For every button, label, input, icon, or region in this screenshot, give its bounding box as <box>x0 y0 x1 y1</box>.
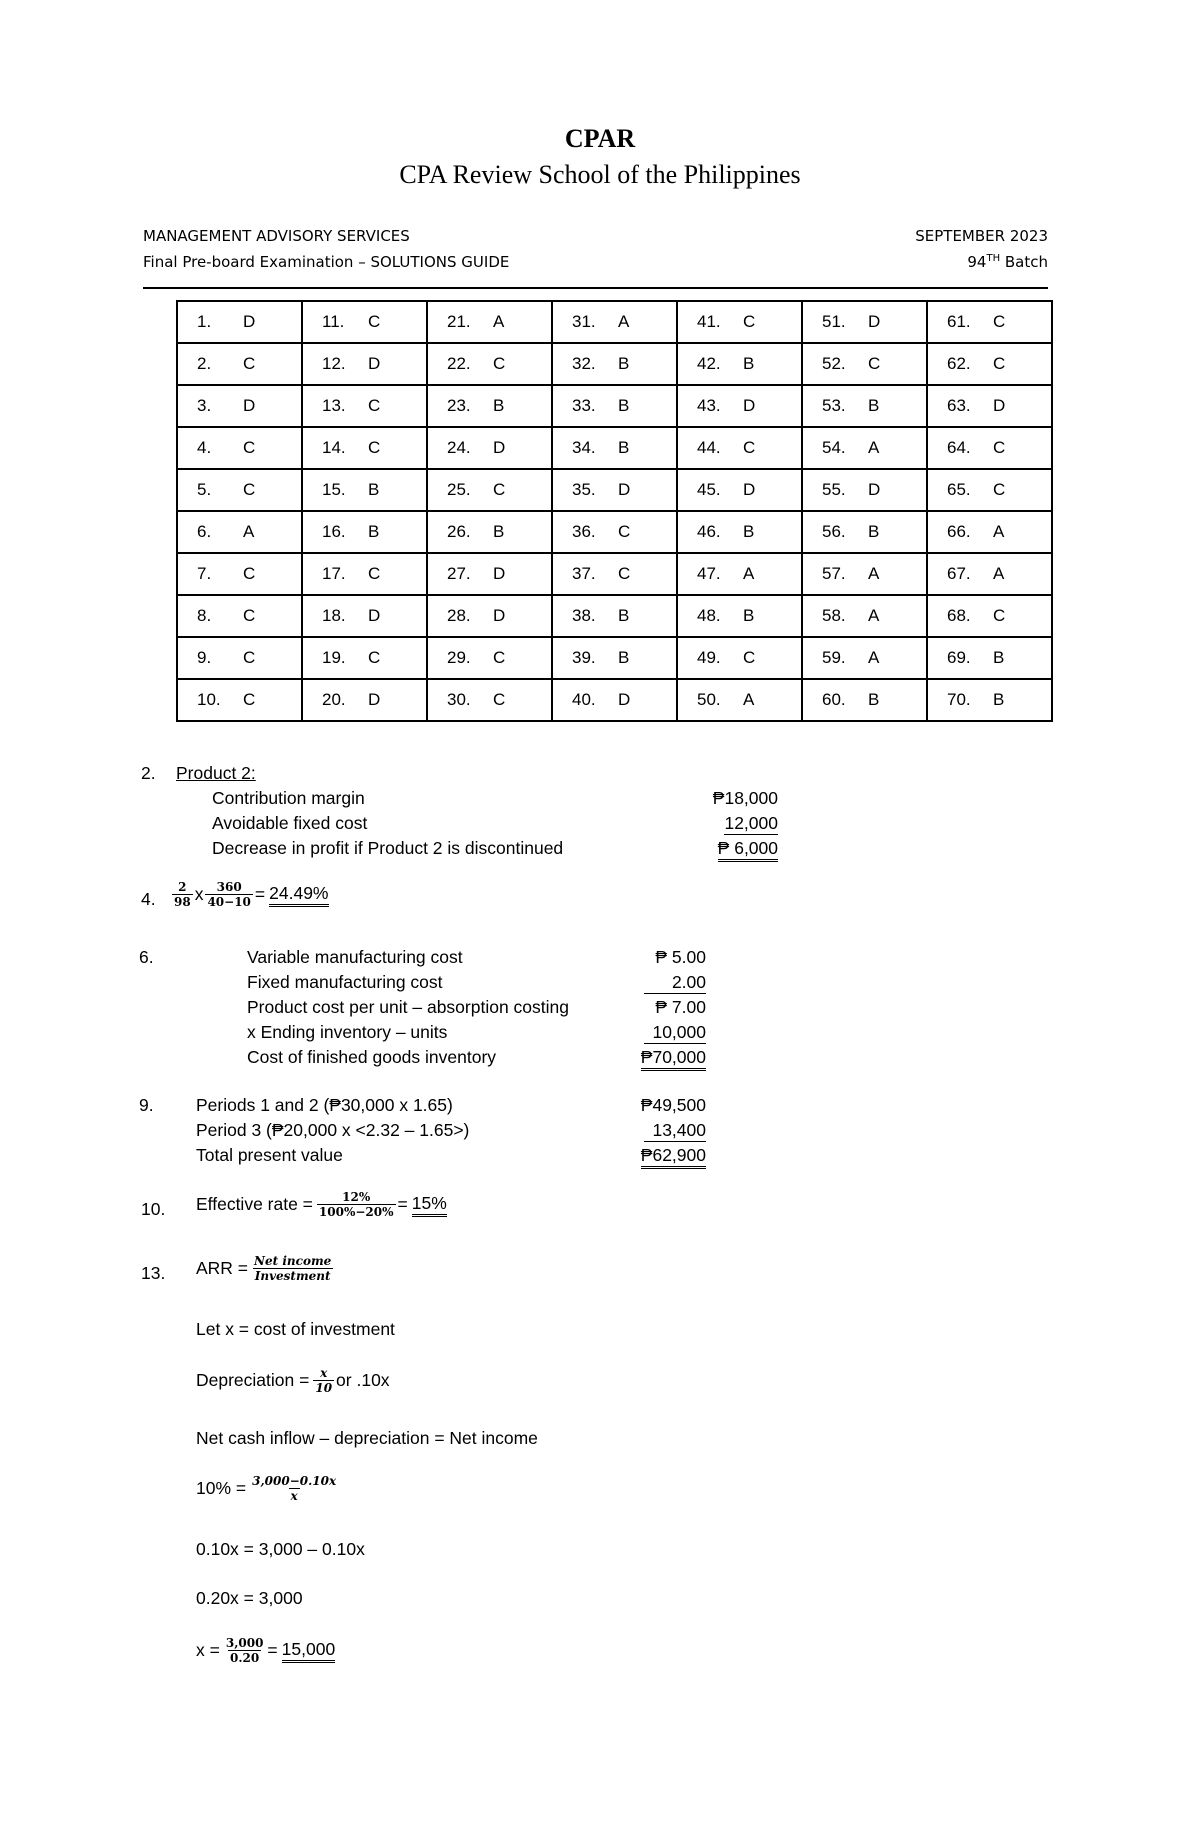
question-number: 1. <box>197 312 212 331</box>
answer-cell <box>802 343 927 385</box>
answer-letter: C <box>618 564 631 583</box>
question-number: 43. <box>697 396 721 415</box>
answer-letter: C <box>243 564 256 583</box>
answer-letter: C <box>493 648 506 667</box>
answer-letter: B <box>618 354 630 373</box>
answer-letter: D <box>743 480 756 499</box>
question-number: 18. <box>322 606 346 625</box>
question-number: 25. <box>447 480 471 499</box>
question-number: 27. <box>447 564 471 583</box>
answer-cell <box>302 637 427 679</box>
question-number: 37. <box>572 564 596 583</box>
question-number: 26. <box>447 522 471 541</box>
answer-cell <box>427 679 552 721</box>
fraction: $\frac{12\%}{100\%-20\%}$ <box>318 1190 394 1219</box>
fraction: $\frac{360}{40-10}$ <box>207 880 251 909</box>
answer-cell <box>552 553 677 595</box>
sol6-value: 10,000 <box>644 1022 706 1044</box>
question-number: 49. <box>697 648 721 667</box>
answer-row <box>177 469 1052 511</box>
answer-letter: D <box>368 354 381 373</box>
exam-date: SEPTEMBER 2023 <box>915 227 1048 245</box>
answer-letter: D <box>743 396 756 415</box>
answer-letter: C <box>618 522 631 541</box>
answer-letter: A <box>993 564 1005 583</box>
question-number: 20. <box>322 690 346 709</box>
answer-letter: C <box>368 396 381 415</box>
answer-letter: D <box>868 312 881 331</box>
question-number: 11. <box>322 312 345 331</box>
answer-letter: D <box>368 606 381 625</box>
answer-cell <box>427 427 552 469</box>
question-number: 56. <box>822 522 846 541</box>
answer-letter: D <box>868 480 881 499</box>
answer-cell <box>802 301 927 343</box>
question-number: 16. <box>322 522 346 541</box>
answer-cell <box>552 427 677 469</box>
rate-formula: 10% = $\frac{3,000-0.10x}{x}$ <box>196 1474 337 1503</box>
answer-cell <box>302 595 427 637</box>
sol10-result: 15% <box>412 1193 447 1217</box>
sol13-number: 13. <box>141 1263 166 1283</box>
answer-row <box>177 553 1052 595</box>
question-number: 22. <box>447 354 471 373</box>
answer-letter: D <box>493 438 506 457</box>
question-number: 29. <box>447 648 471 667</box>
question-number: 59. <box>822 648 846 667</box>
answer-cell <box>927 595 1052 637</box>
answer-letter: B <box>618 648 630 667</box>
answer-cell <box>427 637 552 679</box>
answer-cell <box>927 427 1052 469</box>
answer-cell <box>802 385 927 427</box>
answer-cell <box>177 427 302 469</box>
answer-row <box>177 511 1052 553</box>
answer-letter: B <box>618 438 630 457</box>
answer-cell <box>177 343 302 385</box>
answer-letter: B <box>618 396 630 415</box>
sol2-label: Contribution margin <box>212 788 365 808</box>
sol2-title: Product 2: <box>176 763 256 783</box>
question-number: 35. <box>572 480 596 499</box>
answer-letter: A <box>868 438 880 457</box>
answer-letter: A <box>868 564 880 583</box>
sol10-formula: Effective rate = $\frac{12\%}{100\%-20\%}$ = 15% <box>196 1190 447 1219</box>
answer-letter: B <box>743 522 755 541</box>
sol9-value: ₱62,900 <box>641 1145 706 1169</box>
arr-formula: ARR = $\frac{\text{Net income}}{\text{Investment}}$ <box>196 1254 332 1283</box>
question-number: 51. <box>822 312 846 331</box>
question-number: 9. <box>197 648 212 667</box>
answer-cell <box>927 511 1052 553</box>
question-number: 32. <box>572 354 596 373</box>
question-number: 53. <box>822 396 846 415</box>
answer-letter: C <box>993 606 1006 625</box>
question-number: 52. <box>822 354 846 373</box>
fraction: $\frac{\text{Net income}}{\text{Investment}}$ <box>254 1254 332 1283</box>
answer-cell <box>677 343 802 385</box>
fraction: $\frac{3,000}{0.20}$ <box>225 1636 264 1665</box>
answer-row <box>177 301 1052 343</box>
answer-cell <box>677 679 802 721</box>
question-number: 61. <box>947 312 971 331</box>
answer-letter: A <box>243 522 255 541</box>
answer-cell <box>177 511 302 553</box>
question-number: 48. <box>697 606 721 625</box>
answer-cell <box>552 595 677 637</box>
x-formula: x = $\frac{3,000}{0.20}$ = 15,000 <box>196 1636 336 1665</box>
answer-letter: C <box>368 564 381 583</box>
answer-cell <box>802 679 927 721</box>
answer-cell <box>177 385 302 427</box>
answer-letter: C <box>993 438 1006 457</box>
question-number: 45. <box>697 480 721 499</box>
answer-letter: A <box>618 312 630 331</box>
answer-row <box>177 427 1052 469</box>
sol9-value: 13,400 <box>644 1120 706 1142</box>
subject-label: MANAGEMENT ADVISORY SERVICES <box>143 227 410 245</box>
answer-letter: A <box>993 522 1005 541</box>
answer-letter: C <box>368 648 381 667</box>
sol4-number: 4. <box>141 889 156 909</box>
sol2-value: ₱18,000 <box>712 788 778 808</box>
answer-cell <box>177 469 302 511</box>
answer-cell <box>552 385 677 427</box>
sol4-result: 24.49% <box>269 883 328 907</box>
question-number: 6. <box>197 522 212 541</box>
question-number: 57. <box>822 564 846 583</box>
answer-cell <box>677 511 802 553</box>
answer-row <box>177 679 1052 721</box>
question-number: 23. <box>447 396 471 415</box>
answer-letter: D <box>368 690 381 709</box>
sol6-value: ₱70,000 <box>641 1047 706 1071</box>
question-number: 31. <box>572 312 596 331</box>
question-number: 60. <box>822 690 846 709</box>
answer-cell <box>927 637 1052 679</box>
question-number: 66. <box>947 522 971 541</box>
answer-cell <box>177 637 302 679</box>
answer-cell <box>677 469 802 511</box>
answer-row <box>177 385 1052 427</box>
answer-letter: C <box>743 312 756 331</box>
sol6-value: ₱ 7.00 <box>655 997 706 1017</box>
question-number: 14. <box>322 438 346 457</box>
sol6-label: x Ending inventory – units <box>247 1022 448 1042</box>
answer-letter: A <box>493 312 505 331</box>
question-number: 21. <box>447 312 471 331</box>
answer-cell <box>427 511 552 553</box>
sol6-value: 2.00 <box>644 972 706 994</box>
question-number: 34. <box>572 438 596 457</box>
answer-letter: C <box>493 354 506 373</box>
answer-cell <box>302 301 427 343</box>
answer-cell <box>802 511 927 553</box>
answer-cell <box>427 595 552 637</box>
net-income-line: Net cash inflow – depreciation = Net income <box>196 1428 538 1448</box>
answer-row <box>177 637 1052 679</box>
sol9-label: Total present value <box>196 1145 343 1165</box>
answer-letter: B <box>868 690 880 709</box>
sol6-label: Product cost per unit – absorption costing <box>247 997 569 1017</box>
question-number: 5. <box>197 480 212 499</box>
question-number: 39. <box>572 648 596 667</box>
answer-cell <box>802 427 927 469</box>
answer-letter: B <box>368 480 380 499</box>
question-number: 42. <box>697 354 721 373</box>
answer-cell <box>802 553 927 595</box>
answer-cell <box>802 637 927 679</box>
equation-line: 0.20x = 3,000 <box>196 1588 303 1608</box>
answer-letter: D <box>618 690 631 709</box>
sol9-value: ₱49,500 <box>640 1095 706 1115</box>
answer-cell <box>427 553 552 595</box>
answer-letter: A <box>868 648 880 667</box>
answer-cell <box>177 595 302 637</box>
sol9-number: 9. <box>139 1095 154 1115</box>
question-number: 28. <box>447 606 471 625</box>
equation-line: 0.10x = 3,000 – 0.10x <box>196 1539 365 1559</box>
question-number: 2. <box>197 354 212 373</box>
school-name: CPA Review School of the Philippines <box>399 160 801 189</box>
question-number: 12. <box>322 354 346 373</box>
answer-letter: C <box>993 312 1006 331</box>
answer-letter: B <box>368 522 380 541</box>
answer-cell <box>677 301 802 343</box>
answer-cell <box>927 469 1052 511</box>
answer-cell <box>927 553 1052 595</box>
answer-cell <box>302 385 427 427</box>
sol2-value: 12,000 <box>724 813 778 833</box>
question-number: 41. <box>697 312 721 331</box>
answer-letter: C <box>993 354 1006 373</box>
fraction: $\frac{x}{10}$ <box>315 1366 333 1395</box>
question-number: 38. <box>572 606 596 625</box>
answer-cell <box>927 301 1052 343</box>
sol13-result: 15,000 <box>282 1639 336 1663</box>
page-title: CPAR <box>564 124 636 153</box>
answer-letter: C <box>243 354 256 373</box>
answer-cell <box>552 301 677 343</box>
answer-cell <box>177 301 302 343</box>
batch-label: 94TH Batch <box>967 253 1048 271</box>
answer-letter: C <box>243 648 256 667</box>
question-number: 67. <box>947 564 971 583</box>
answer-letter: C <box>743 648 756 667</box>
question-number: 55. <box>822 480 846 499</box>
question-number: 64. <box>947 438 971 457</box>
answer-cell <box>177 679 302 721</box>
answer-letter: C <box>368 312 381 331</box>
answer-letter: B <box>743 354 755 373</box>
answer-letter: B <box>618 606 630 625</box>
sol6-label: Variable manufacturing cost <box>247 947 463 967</box>
answer-cell <box>802 469 927 511</box>
answer-letter: A <box>743 690 755 709</box>
sol4-formula: $\frac{2}{98}$ x $\frac{360}{40-10}$ = 24.49% <box>174 880 329 909</box>
question-number: 33. <box>572 396 596 415</box>
answer-row <box>177 595 1052 637</box>
sol6-value: ₱ 5.00 <box>655 947 706 967</box>
answer-cell <box>302 427 427 469</box>
answer-letter: B <box>993 648 1005 667</box>
answer-cell <box>302 553 427 595</box>
answer-cell <box>302 511 427 553</box>
sol6-label: Fixed manufacturing cost <box>247 972 443 992</box>
depreciation-formula: Depreciation = $\frac{x}{10}$ or .10x <box>196 1366 390 1395</box>
answer-cell <box>177 553 302 595</box>
question-number: 3. <box>197 396 212 415</box>
let-x-line: Let x = cost of investment <box>196 1319 395 1339</box>
answer-cell <box>302 679 427 721</box>
question-number: 13. <box>322 396 346 415</box>
answer-letter: D <box>493 606 506 625</box>
question-number: 4. <box>197 438 212 457</box>
fraction: $\frac{2}{98}$ <box>174 880 191 909</box>
answer-letter: C <box>243 480 256 499</box>
question-number: 19. <box>322 648 346 667</box>
answer-letter: D <box>993 396 1006 415</box>
answer-letter: C <box>868 354 881 373</box>
question-number: 30. <box>447 690 471 709</box>
answer-cell <box>302 343 427 385</box>
question-number: 50. <box>697 690 721 709</box>
answer-cell <box>552 343 677 385</box>
answer-cell <box>552 511 677 553</box>
answer-letter: C <box>493 480 506 499</box>
answer-cell <box>677 427 802 469</box>
question-number: 8. <box>197 606 212 625</box>
answer-cell <box>677 553 802 595</box>
answer-cell <box>677 385 802 427</box>
answer-letter: A <box>868 606 880 625</box>
answer-letter: C <box>743 438 756 457</box>
sol10-number: 10. <box>141 1199 166 1219</box>
answer-cell <box>427 343 552 385</box>
sol6-number: 6. <box>139 947 154 967</box>
answer-cell <box>552 469 677 511</box>
question-number: 65. <box>947 480 971 499</box>
answer-letter: C <box>243 690 256 709</box>
answer-letter: B <box>743 606 755 625</box>
sol2-value: ₱ 6,000 <box>718 838 778 862</box>
answer-cell <box>427 469 552 511</box>
answer-cell <box>302 469 427 511</box>
answer-letter: D <box>243 396 256 415</box>
question-number: 63. <box>947 396 971 415</box>
question-number: 54. <box>822 438 846 457</box>
answer-cell <box>927 343 1052 385</box>
question-number: 69. <box>947 648 971 667</box>
answer-letter: A <box>743 564 755 583</box>
answer-letter: C <box>493 690 506 709</box>
answer-letter: C <box>368 438 381 457</box>
question-number: 62. <box>947 354 971 373</box>
answer-cell <box>927 385 1052 427</box>
sol2-label: Avoidable fixed cost <box>212 813 368 833</box>
question-number: 58. <box>822 606 846 625</box>
fraction: $\frac{3,000-0.10x}{x}$ <box>252 1474 337 1503</box>
answer-letter: D <box>493 564 506 583</box>
answer-letter: B <box>868 522 880 541</box>
sol2-number: 2. <box>141 763 156 783</box>
answer-letter: D <box>243 312 256 331</box>
question-number: 46. <box>697 522 721 541</box>
question-number: 10. <box>197 690 221 709</box>
question-number: 40. <box>572 690 596 709</box>
answer-cell <box>552 679 677 721</box>
question-number: 15. <box>322 480 346 499</box>
answer-cell <box>427 385 552 427</box>
answer-cell <box>802 595 927 637</box>
answer-cell <box>677 637 802 679</box>
question-number: 44. <box>697 438 721 457</box>
question-number: 47. <box>697 564 721 583</box>
answer-cell <box>427 301 552 343</box>
header-divider <box>143 287 1048 289</box>
sol9-label: Periods 1 and 2 (₱30,000 x 1.65) <box>196 1095 453 1115</box>
answer-letter: D <box>618 480 631 499</box>
answer-letter: C <box>243 606 256 625</box>
answer-letter: B <box>493 522 505 541</box>
question-number: 68. <box>947 606 971 625</box>
sol6-label: Cost of finished goods inventory <box>247 1047 497 1067</box>
sol9-label: Period 3 (₱20,000 x <2.32 – 1.65>) <box>196 1120 470 1140</box>
answer-letter: B <box>493 396 505 415</box>
answer-letter: B <box>993 690 1005 709</box>
answer-letter: C <box>993 480 1006 499</box>
exam-label: Final Pre-board Examination – SOLUTIONS GUIDE <box>143 253 510 271</box>
answer-key-table <box>176 300 1053 722</box>
answer-cell <box>927 679 1052 721</box>
sol2-label: Decrease in profit if Product 2 is discontinued <box>212 838 564 858</box>
answer-letter: C <box>243 438 256 457</box>
answer-row <box>177 343 1052 385</box>
question-number: 24. <box>447 438 471 457</box>
question-number: 7. <box>197 564 212 583</box>
answer-cell <box>552 637 677 679</box>
question-number: 36. <box>572 522 596 541</box>
answer-cell <box>677 595 802 637</box>
answer-letter: B <box>868 396 880 415</box>
question-number: 17. <box>322 564 346 583</box>
question-number: 70. <box>947 690 971 709</box>
